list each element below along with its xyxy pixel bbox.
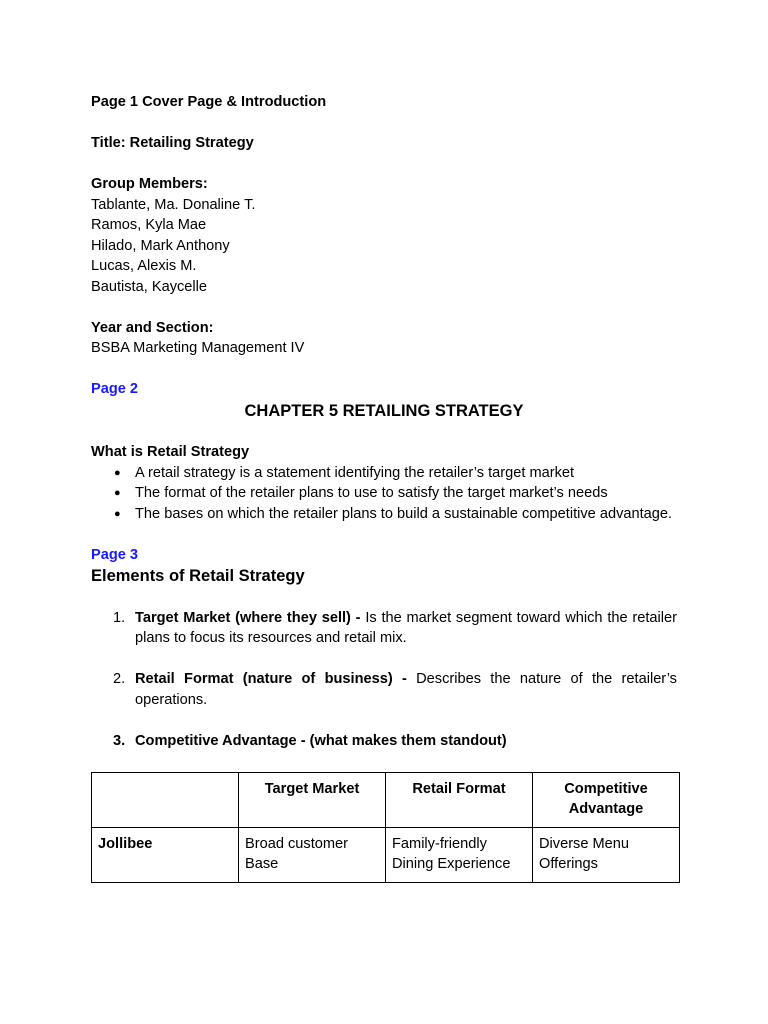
page2-marker: Page 2: [91, 381, 139, 397]
member-name: Bautista, Kaycelle: [91, 278, 208, 295]
element-term: Target Market (where they sell) -: [135, 609, 361, 626]
list-number: 1.: [113, 609, 126, 626]
table-header-cell: [92, 772, 239, 827]
member-name: Lucas, Alexis M.: [91, 258, 197, 274]
chapter-title: CHAPTER 5 RETAILING STRATEGY: [244, 401, 524, 420]
list-item: ● A retail strategy is a statement identifying the retailer’s target market: [135, 463, 677, 484]
table-header-row: [92, 772, 680, 827]
list-item: [113, 731, 677, 752]
table-header-cell: Competitive Advantage: [533, 772, 680, 827]
member-name: Hilado, Mark Anthony: [91, 237, 230, 254]
year-section-value: BSBA Marketing Management IV: [91, 340, 305, 356]
table-cell: Diverse Menu Offerings: [533, 827, 680, 882]
element-term: Competitive Advantage - (what makes them standout): [135, 732, 507, 749]
elements-list: [91, 608, 677, 752]
table-row: [92, 827, 680, 882]
list-number: 2.: [113, 671, 126, 687]
year-section-label: Year and Section:: [91, 319, 214, 336]
page3-marker: Page 3: [91, 546, 139, 563]
member-name: Ramos, Kyla Mae: [91, 217, 207, 233]
table-header-cell: Retail Format: [386, 772, 533, 827]
section-title: Elements of Retail Strategy: [91, 567, 305, 585]
element-term: Retail Format (nature of business) -: [135, 671, 407, 687]
element-description: Is the market segment toward which the retailer plans to focus its resources and retail mix.: [135, 609, 677, 646]
page1-heading: Page 1 Cover Page & Introduction: [91, 94, 327, 110]
table-cell: Broad customer Base: [239, 827, 386, 882]
member-name: Tablante, Ma. Donaline T.: [91, 196, 256, 213]
element-description: Describes the nature of the retailer’s operations.: [135, 671, 677, 708]
table-cell: Family-friendly Dining Experience: [386, 827, 533, 882]
list-item: [113, 669, 677, 710]
strategy-table: [91, 772, 680, 883]
members-label: Group Members:: [91, 176, 208, 192]
table-header-cell: Target Market: [239, 772, 386, 827]
definition-list: [91, 463, 677, 525]
list-number: 3.: [113, 732, 126, 749]
list-item: ● The bases on which the retailer plans to build a sustainable competitive advantage.: [135, 504, 677, 525]
table-cell: Jollibee: [92, 827, 239, 882]
list-item: ● The format of the retailer plans to use to satisfy the target market’s needs: [135, 483, 677, 504]
list-item: [113, 608, 677, 649]
document-title: Title: Retailing Strategy: [91, 135, 254, 151]
retail-strategy-question: What is Retail Strategy: [91, 444, 250, 460]
